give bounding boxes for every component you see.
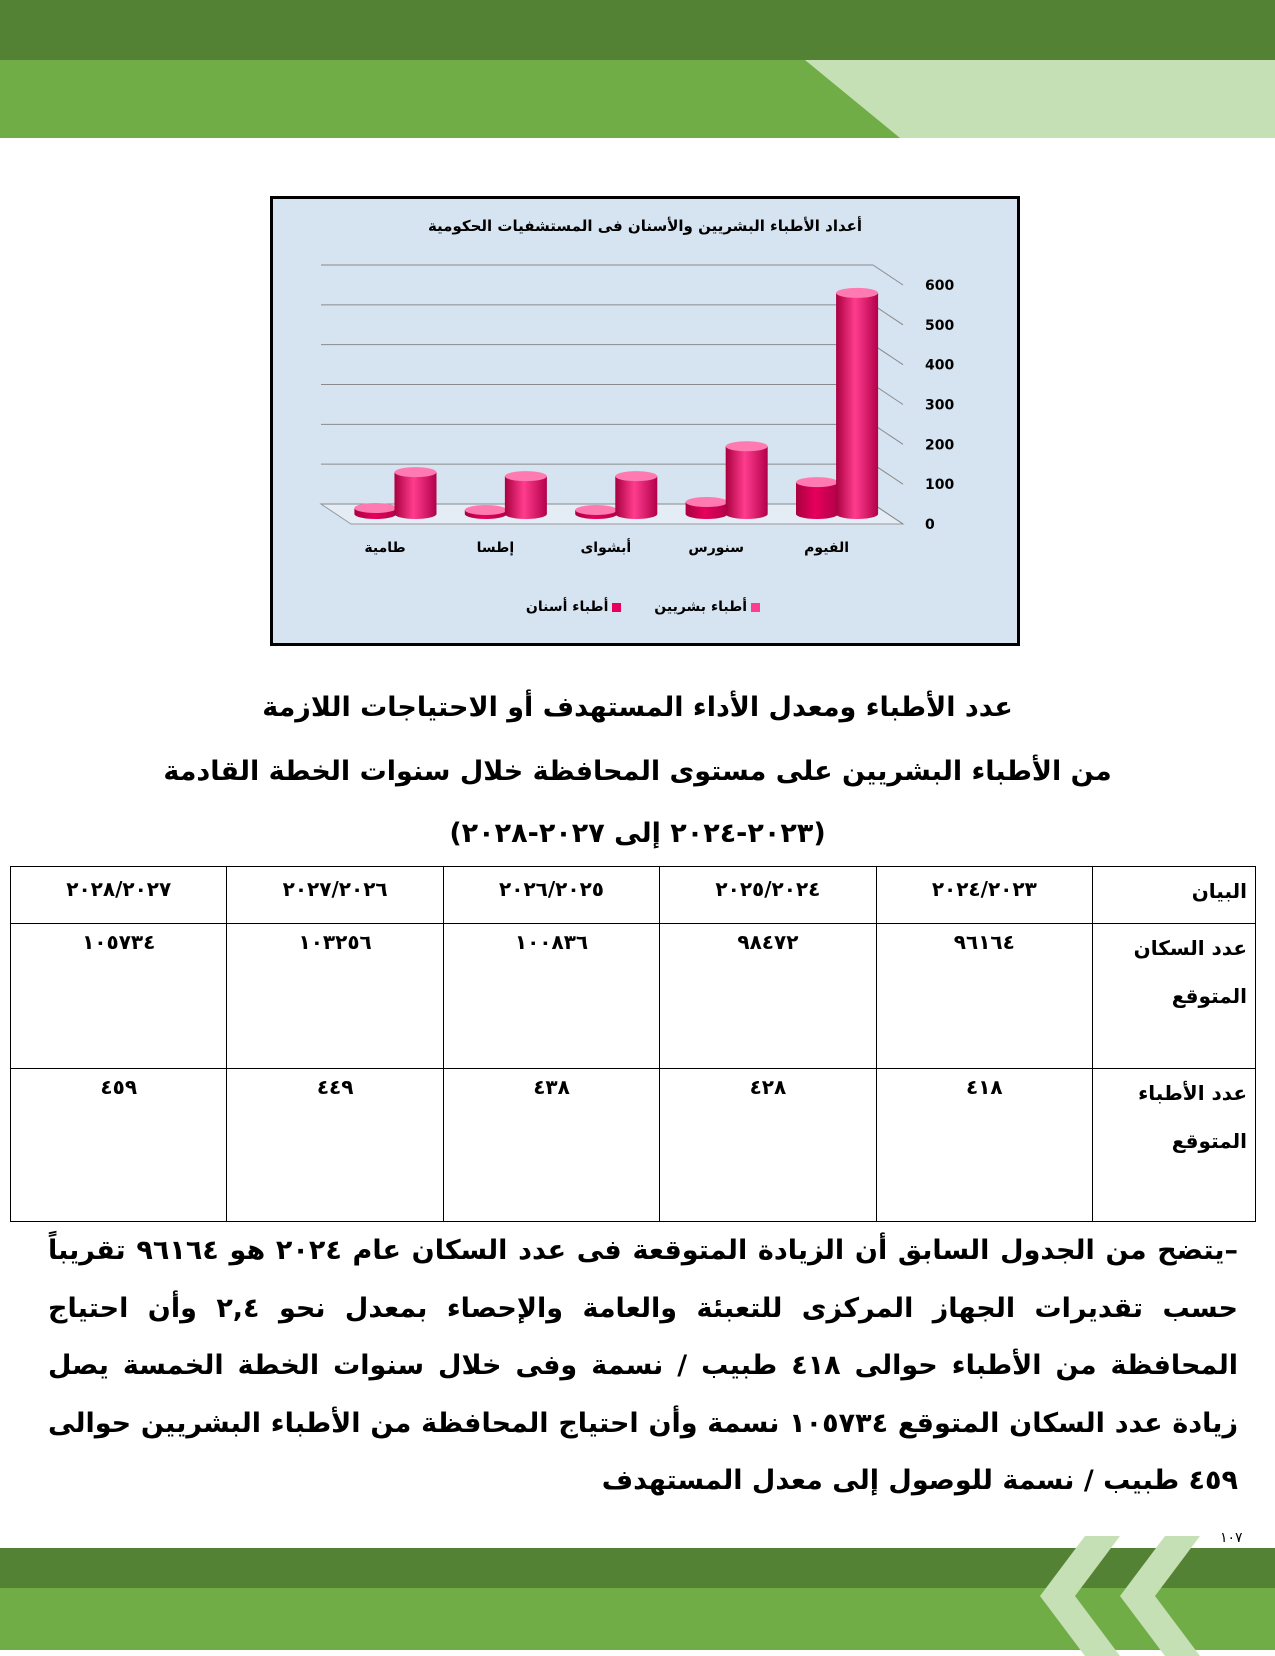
legend-label-dental: أطباء أسنان (525, 599, 609, 615)
table-cell: ٩٦١٦٤ (876, 924, 1092, 1069)
body-paragraph: –يتضح من الجدول السابق أن الزيادة المتوقعة فى عدد السكان عام ٢٠٢٤ هو ٩٦١٦٤ تقريباً حسب تقديرات الجهاز المركزى للتعبئة والعامة والإحصاء بمعدل نحو ٢,٤ وأن احتياج المحافظة من الأطباء حوالى ٤١٨ طبيب / نسمة وفى خلال سنوات الخطة الخمسة يصل زيادة عدد السكان المتوقع ١٠٥٧٣٤ نسمة وأن احتياج المحافظة من الأطباء البشريين حوالى ٤٥٩ طبيب / نسمة للوصول إلى معدل المستهدف (48, 1235, 1238, 1496)
chart-legend (273, 599, 1017, 615)
table-cell: ١٠٣٢٥٦ (227, 924, 443, 1069)
table-header-cell: البيان (1093, 867, 1256, 924)
projection-table (10, 866, 1256, 1222)
y-tick-label: 600 (925, 278, 955, 294)
bar-dental (796, 482, 838, 519)
x-category-label: إطسا (476, 540, 515, 556)
bar-medical-top (505, 471, 547, 481)
chart-plot (273, 199, 1017, 643)
bar-dental-top (354, 503, 396, 513)
y-tick-label: 300 (925, 397, 955, 414)
legend-swatch-dental (612, 603, 621, 612)
y-tick-label: 0 (925, 517, 935, 533)
bar-medical-top (726, 441, 768, 451)
legend-item-medical (654, 599, 764, 615)
bar-medical (726, 446, 768, 519)
legend-label-medical: أطباء بشريين (654, 599, 748, 615)
table-row (11, 1069, 1256, 1222)
y-tick-label: 100 (925, 477, 955, 494)
table-cell: ٤٣٨ (443, 1069, 659, 1222)
chevron-left-icon (1120, 1536, 1200, 1656)
x-category-label: طامية (364, 540, 406, 556)
table-cell: ٤٢٨ (660, 1069, 876, 1222)
bar-medical (836, 293, 878, 519)
header-band-dark (0, 0, 1275, 60)
bar-medical (394, 472, 436, 519)
chevron-left-icon (1040, 1536, 1120, 1656)
bar-dental-top (575, 505, 617, 515)
table-header-cell: ٢٠٢٤/٢٠٢٣ (876, 867, 1092, 924)
x-category-label: الفيوم (804, 540, 850, 556)
bar-dental-top (465, 505, 507, 515)
row-label: عدد الأطباء المتوقع (1093, 1069, 1256, 1222)
bar-chart (270, 196, 1020, 646)
page-number: ١٠٧ (1220, 1530, 1243, 1546)
y-tick-label: 500 (925, 317, 955, 334)
bar-dental-top (796, 477, 838, 487)
bar-medical-top (615, 471, 657, 481)
gridline-depth (873, 265, 903, 285)
table-header-row (11, 867, 1256, 924)
table-header-cell: ٢٠٢٨/٢٠٢٧ (11, 867, 227, 924)
table-cell: ٤١٨ (876, 1069, 1092, 1222)
bar-dental-top (686, 497, 728, 507)
bar-medical (615, 476, 657, 519)
heading-line-2: من الأطباء البشريين على مستوى المحافظة خلال سنوات الخطة القادمة (163, 756, 1112, 787)
header-band-mid (0, 60, 900, 138)
table-cell: ١٠٥٧٣٤ (11, 924, 227, 1069)
bar-medical-top (836, 288, 878, 298)
table-cell: ٤٥٩ (11, 1069, 227, 1222)
table-header-cell: ٢٠٢٦/٢٠٢٥ (443, 867, 659, 924)
y-tick-label: 400 (925, 357, 955, 374)
bar-medical-top (394, 467, 436, 477)
table-cell: ٤٤٩ (227, 1069, 443, 1222)
bar-medical (505, 476, 547, 519)
heading-line-3: (٢٠٢٣-٢٠٢٤ إلى ٢٠٢٧-٢٠٢٨) (449, 818, 826, 849)
table-cell: ٩٨٤٧٢ (660, 924, 876, 1069)
table-header-cell: ٢٠٢٧/٢٠٢٦ (227, 867, 443, 924)
heading-line-1: عدد الأطباء ومعدل الأداء المستهدف أو الاحتياجات اللازمة (262, 692, 1013, 723)
y-tick-label: 200 (925, 437, 955, 454)
chart-title: أعداد الأطباء البشريين والأسنان فى المستشفيات الحكومية (427, 217, 863, 235)
table-header-cell: ٢٠٢٥/٢٠٢٤ (660, 867, 876, 924)
legend-swatch-medical (751, 603, 760, 612)
table-row (11, 924, 1256, 1069)
table-cell: ١٠٠٨٣٦ (443, 924, 659, 1069)
legend-item-dental (526, 599, 625, 615)
row-label: عدد السكان المتوقع (1093, 924, 1256, 1069)
x-category-label: سنورس (688, 540, 745, 556)
x-category-label: أبشواى (580, 540, 632, 556)
